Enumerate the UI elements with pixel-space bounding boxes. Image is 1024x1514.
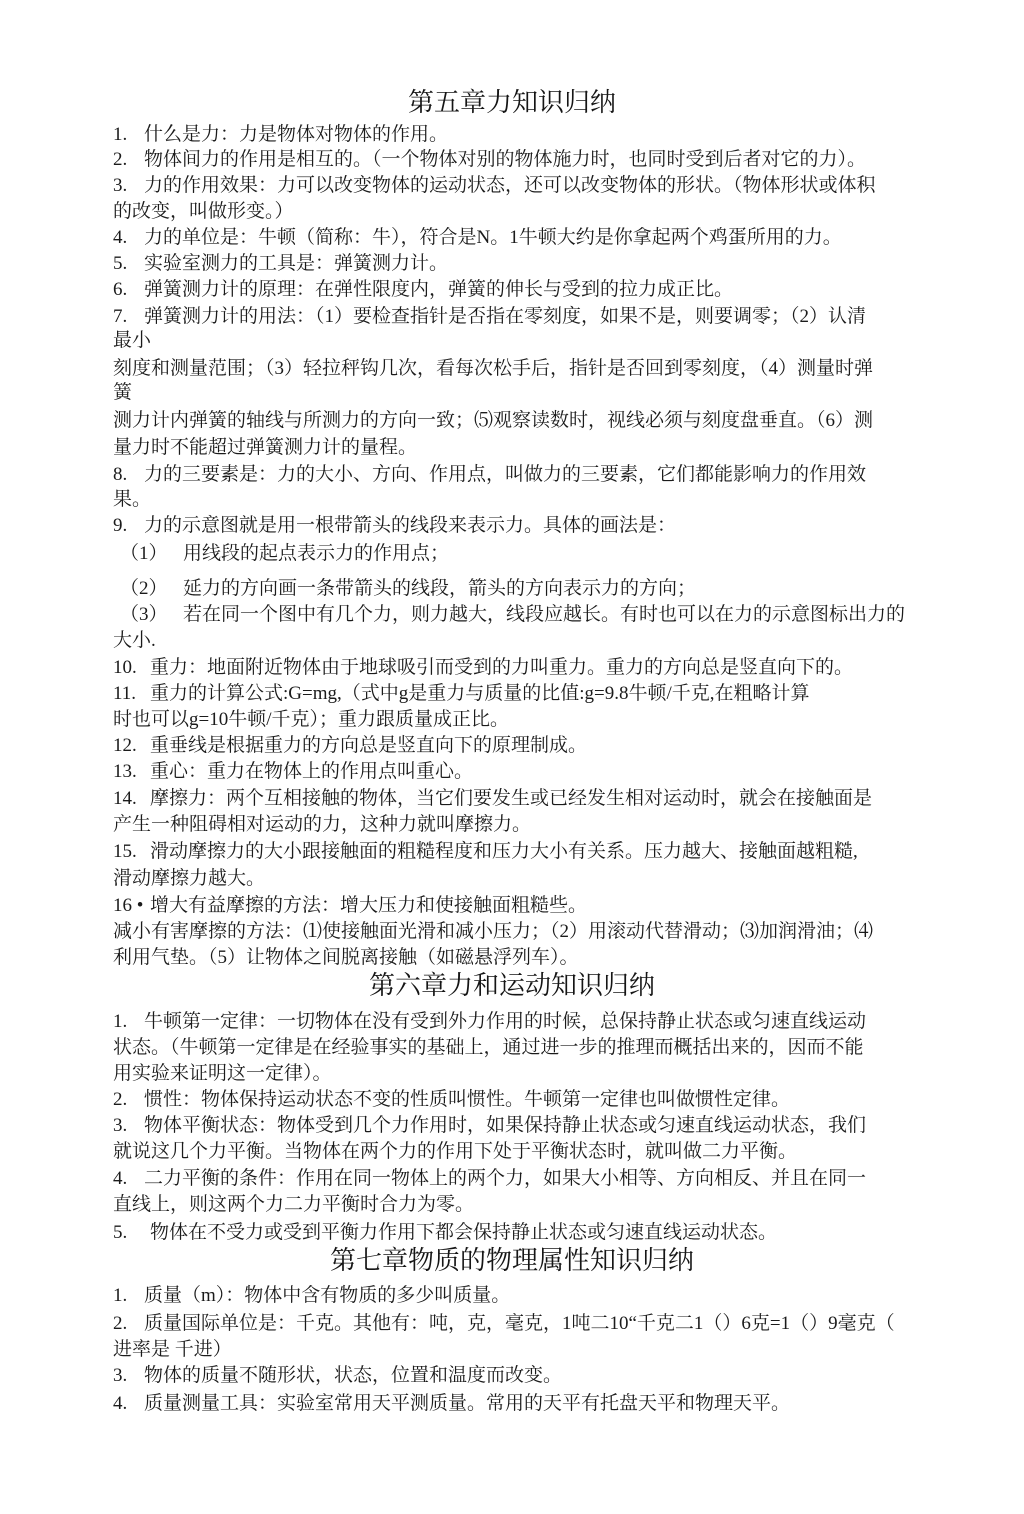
item-number: 1. bbox=[113, 1285, 128, 1306]
item-text: 重力的计算公式:G=mg,（式中g是重力与质量的比值:g=9.8牛顿/千克,在粗略计算 bbox=[150, 683, 810, 704]
item-number: 14. bbox=[113, 788, 137, 809]
item-text: 二力平衡的条件：作用在同一物体上的两个力，如果大小相等、方向相反、并且在同一 bbox=[144, 1168, 867, 1189]
item-text: 滑动摩擦力的大小跟接触面的粗糙程度和压力大小有关系。压力越大、接触面越粗糙, bbox=[150, 841, 858, 862]
continuation-line: 直线上，则这两个力二力平衡时合力为零。 bbox=[113, 1194, 475, 1215]
item-text: 实验室测力的工具是：弹簧测力计。 bbox=[144, 253, 449, 274]
item-text: 物体在不受力或受到平衡力作用下都会保持静止状态或匀速直线运动状态。 bbox=[150, 1222, 778, 1243]
item-text: 物体间力的作用是相互的。（一个物体对别的物体施力时，也同时受到后者对它的力）。 bbox=[144, 149, 867, 170]
item-number: 4. bbox=[113, 1168, 128, 1189]
item-text: 弹簧测力计的用法：（1）要检查指针是否指在零刻度，如果不是，则要调零；（2）认清 bbox=[144, 306, 867, 327]
item-text: 惯性：物体保持运动状态不变的性质叫惯性。牛顿第一定律也叫做惯性定律。 bbox=[144, 1089, 791, 1110]
item-text: 力的单位是：牛顿（简称：牛），符合是N。1牛顿大约是你拿起两个鸡蛋所用的力。 bbox=[144, 227, 842, 248]
continuation-line: 果。 bbox=[113, 489, 152, 510]
sub-item-number: （1） bbox=[120, 543, 168, 564]
continuation-line: 测力计内弹簧的轴线与所测力的方向一致；⑸观察读数时，视线必须与刻度盘垂直。（6）测 bbox=[113, 410, 874, 431]
item-number: 5. bbox=[113, 1222, 128, 1243]
item-number: 1. bbox=[113, 124, 128, 145]
item-number: 4. bbox=[113, 1393, 128, 1414]
continuation-line: 时也可以g=10牛顿/千克）；重力跟质量成正比。 bbox=[113, 709, 509, 730]
item-number: 3. bbox=[113, 1365, 128, 1386]
continuation-line: 最小 bbox=[113, 330, 152, 351]
item-number: 11. bbox=[113, 683, 137, 704]
continuation-line: 的改变，叫做形变。） bbox=[113, 201, 294, 222]
item-text: 力的作用效果：力可以改变物体的运动状态，还可以改变物体的形状。（物体形状或体积 bbox=[144, 175, 876, 196]
item-text: 力的三要素是：力的大小、方向、作用点，叫做力的三要素，它们都能影响力的作用效 bbox=[144, 464, 867, 485]
item-number: 3. bbox=[113, 175, 128, 196]
item-text: 重垂线是根据重力的方向总是竖直向下的原理制成。 bbox=[150, 735, 588, 756]
continuation-line: 状态。（牛顿第一定律是在经验事实的基础上，通过进一步的推理而概括出来的，因而不能 bbox=[113, 1037, 864, 1058]
continuation-line: 进率是 千进） bbox=[113, 1339, 232, 1360]
item-text: 什么是力：力是物体对物体的作用。 bbox=[144, 124, 449, 145]
chapter-title: 第六章力和运动知识归纳 bbox=[368, 971, 655, 1000]
item-number: 16 • bbox=[113, 895, 144, 916]
continuation-line: 利用气垫。（5）让物体之间脱离接触（如磁悬浮列车）。 bbox=[113, 947, 579, 968]
item-number: 6. bbox=[113, 279, 128, 300]
item-text: 重力：地面附近物体由于地球吸引而受到的力叫重力。重力的方向总是竖直向下的。 bbox=[150, 657, 854, 678]
item-number: 9. bbox=[113, 515, 128, 536]
sub-item-number: （3） bbox=[120, 604, 168, 625]
sub-item-text: 延力的方向画一条带箭头的线段，箭头的方向表示力的方向； bbox=[183, 578, 697, 599]
item-number: 12. bbox=[113, 735, 137, 756]
sub-item-number: （2） bbox=[120, 578, 168, 599]
chapter-title: 第五章力知识归纳 bbox=[407, 88, 616, 117]
continuation-line: 刻度和测量范围；（3）轻拉秤钩几次，看每次松手后，指针是否回到零刻度，（4）测量时弹 bbox=[113, 358, 874, 379]
item-text: 质量测量工具：实验室常用天平测质量。常用的天平有托盘天平和物理天平。 bbox=[144, 1393, 791, 1414]
item-number: 4. bbox=[113, 227, 128, 248]
item-text: 力的示意图就是用一根带箭头的线段来表示力。具体的画法是： bbox=[144, 515, 677, 536]
item-number: 7. bbox=[113, 306, 128, 327]
chapter-title: 第七章物质的物理属性知识归纳 bbox=[329, 1246, 694, 1275]
item-text: 物体的质量不随形状，状态，位置和温度而改变。 bbox=[144, 1365, 563, 1386]
item-text: 物体平衡状态：物体受到几个力作用时，如果保持静止状态或匀速直线运动状态，我们 bbox=[144, 1115, 867, 1136]
item-number: 10. bbox=[113, 657, 137, 678]
sub-item-text: 若在同一个图中有几个力，则力越大，线段应越长。有时也可以在力的示意图标出力的 bbox=[183, 604, 906, 625]
item-number: 1. bbox=[113, 1011, 128, 1032]
item-number: 3. bbox=[113, 1115, 128, 1136]
continuation-line: 大小. bbox=[113, 630, 156, 651]
continuation-line: 簧 bbox=[113, 382, 133, 403]
item-number: 15. bbox=[113, 841, 137, 862]
item-text: 增大有益摩擦的方法：增大压力和使接触面粗糙些。 bbox=[150, 895, 588, 916]
item-number: 8. bbox=[113, 464, 128, 485]
item-number: 5. bbox=[113, 253, 128, 274]
continuation-line: 就说这几个力平衡。当物体在两个力的作用下处于平衡状态时，就叫做二力平衡。 bbox=[113, 1141, 798, 1162]
item-number: 13. bbox=[113, 761, 137, 782]
item-text: 质量（m）：物体中含有物质的多少叫质量。 bbox=[144, 1285, 511, 1306]
continuation-line: 用实验来证明这一定律）。 bbox=[113, 1063, 332, 1084]
item-text: 质量国际单位是：千克。其他有：吨，克，毫克，1吨二10“千克二1（）6克=1（）9毫克（ bbox=[144, 1313, 895, 1334]
continuation-line: 减小有害摩擦的方法：⑴使接触面光滑和减小压力；（2）用滚动代替滑动；⑶加润滑油；⑷ bbox=[113, 921, 874, 942]
item-number: 2. bbox=[113, 1313, 128, 1334]
continuation-line: 产生一种阻碍相对运动的力，这种力就叫摩擦力。 bbox=[113, 814, 532, 835]
item-text: 弹簧测力计的原理：在弹性限度内，弹簧的伸长与受到的拉力成正比。 bbox=[144, 279, 734, 300]
continuation-line: 量力时不能超过弹簧测力计的量程。 bbox=[113, 437, 418, 458]
item-number: 2. bbox=[113, 1089, 128, 1110]
item-number: 2. bbox=[113, 149, 128, 170]
item-text: 牛顿第一定律：一切物体在没有受到外力作用的时候，总保持静止状态或匀速直线运动 bbox=[144, 1011, 867, 1032]
item-text: 摩擦力：两个互相接触的物体，当它们要发生或已经发生相对运动时，就会在接触面是 bbox=[150, 788, 873, 809]
item-text: 重心：重力在物体上的作用点叫重心。 bbox=[150, 761, 474, 782]
continuation-line: 滑动摩擦力越大。 bbox=[113, 868, 266, 889]
sub-item-text: 用线段的起点表示力的作用点； bbox=[183, 543, 450, 564]
